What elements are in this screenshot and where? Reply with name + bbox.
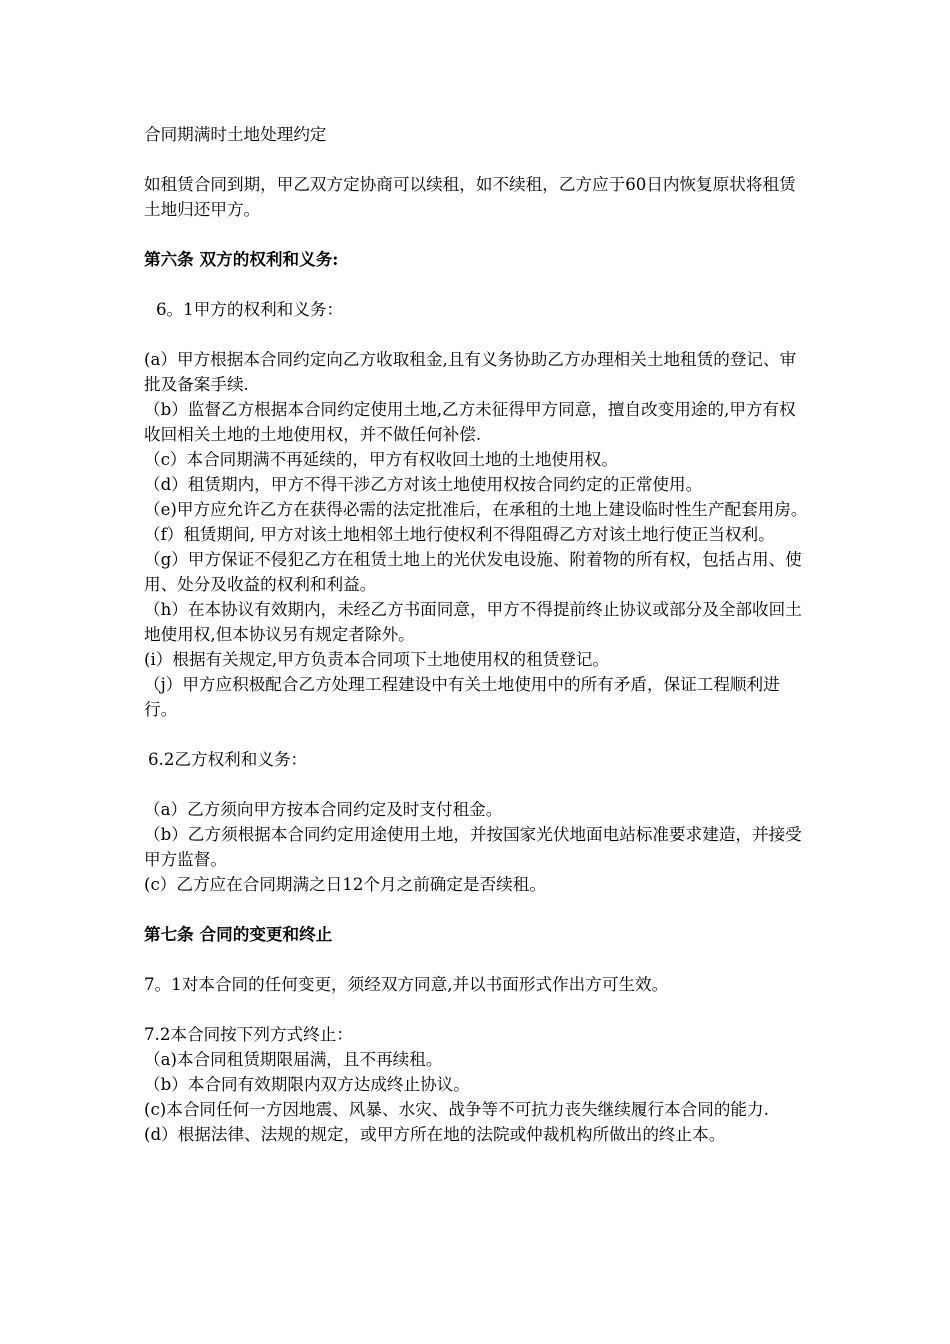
article6-sub2-list <box>144 797 809 897</box>
list-item: (i）根据有关规定,甲方负责本合同项下土地使用权的租赁登记。 <box>144 650 610 669</box>
section-title: 合同期满时土地处理约定 <box>144 125 327 144</box>
expiry-paragraph: 如租赁合同到期，甲乙双方定协商可以续租，如不续租，乙方应于60日内恢复原状将租赁土地归还甲方。 <box>144 175 796 219</box>
list-item: （b）乙方须根据本合同约定用途使用土地，并按国家光伏地面电站标准要求建造，并接受甲方监督。 <box>144 825 802 869</box>
list-item: （b）本合同有效期限内双方达成终止协议。 <box>144 1075 470 1094</box>
list-item: （b）监督乙方根据本合同约定使用土地,乙方未征得甲方同意，擅自改变用途的,甲方有权收回相关土地的土地使用权，并不做任何补偿. <box>144 400 796 444</box>
article6-sub1-heading: 6。1甲方的权利和义务： <box>156 300 344 319</box>
list-item: （f）租赁期间, 甲方对该土地相邻土地行使权利不得阻碍乙方对该土地行使正当权利。 <box>144 525 775 544</box>
list-item: (c)本合同任何一方因地震、风暴、水灾、战争等不可抗力丧失继续履行本合同的能力. <box>144 1100 769 1119</box>
article7-clause1: 7。1对本合同的任何变更，须经双方同意,并以书面形式作出方可生效。 <box>144 975 669 994</box>
list-item: （h）在本协议有效期内，未经乙方书面同意，甲方不得提前终止协议或部分及全部收回土地使用权,但本协议另有规定者除外。 <box>144 600 802 644</box>
article6-sub2-heading: 6.2乙方权利和义务： <box>148 750 308 769</box>
list-item: （g）甲方保证不侵犯乙方在租赁土地上的光伏发电设施、附着物的所有权，包括占用、使用、处分及收益的权利和利益。 <box>144 550 802 594</box>
list-item: (d）根据法律、法规的规定，或甲方所在地的法院或仲裁机构所做出的终止本。 <box>144 1125 726 1144</box>
list-item: （e)甲方应允许乙方在获得必需的法定批准后，在承租的土地上建设临时性生产配套用房。 <box>144 500 808 519</box>
spacer <box>144 222 809 247</box>
spacer <box>144 772 809 797</box>
list-item: （j）甲方应积极配合乙方处理工程建设中有关土地使用中的所有矛盾，保证工程顺利进行。 <box>144 675 780 719</box>
spacer <box>144 722 809 747</box>
article7-clause2-list <box>144 1047 809 1147</box>
spacer <box>144 997 809 1022</box>
article6-sub1-list <box>144 347 809 722</box>
spacer <box>144 897 809 922</box>
spacer <box>144 947 809 972</box>
list-item: （a)本合同租赁期限届满，且不再续租。 <box>144 1050 443 1069</box>
spacer <box>144 147 809 172</box>
spacer <box>144 322 809 347</box>
article7-heading: 第七条 合同的变更和终止 <box>144 924 333 944</box>
article6-heading: 第六条 双方的权利和义务: <box>144 249 339 269</box>
document-body <box>144 122 809 1147</box>
list-item: (a）甲方根据本合同约定向乙方收取租金,且有义务协助乙方办理相关土地租赁的登记、审批及备案手续. <box>144 350 797 394</box>
list-item: (c）乙方应在合同期满之日12个月之前确定是否续租。 <box>144 875 546 894</box>
spacer <box>144 272 809 297</box>
list-item: （a）乙方须向甲方按本合同约定及时支付租金。 <box>144 800 503 819</box>
list-item: （c）本合同期满不再延续的，甲方有权收回土地的土地使用权。 <box>144 450 618 469</box>
list-item: （d）租赁期内，甲方不得干涉乙方对该土地使用权按合同约定的正常使用。 <box>144 475 703 494</box>
article7-clause2-heading: 7.2本合同按下列方式终止： <box>144 1025 353 1044</box>
